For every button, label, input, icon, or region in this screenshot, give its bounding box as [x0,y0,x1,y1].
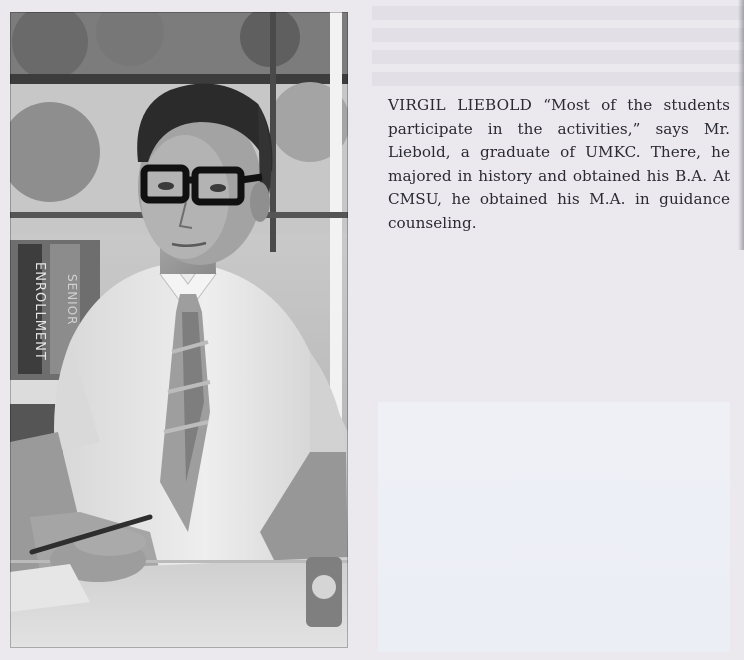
lower-blank-panel [378,402,730,652]
photo-border [10,12,348,648]
portrait-photo [10,12,348,648]
bleed-through-text [372,6,744,86]
sign-enrollment: ENROLLMENT [32,262,47,361]
sign-senior: SENIOR [65,274,79,326]
faculty-quote: “Most of the students participate in the activities,” says Mr. Liebold, a graduate of UMKC. There, he majored in history and obtained his B.A. At CMSU, he obtained his M.A. in guidance counseling. [388,96,730,232]
faculty-name: VIRGIL LIEBOLD [388,96,532,114]
page-edge-shadow [738,0,744,250]
caption-text [388,94,730,235]
